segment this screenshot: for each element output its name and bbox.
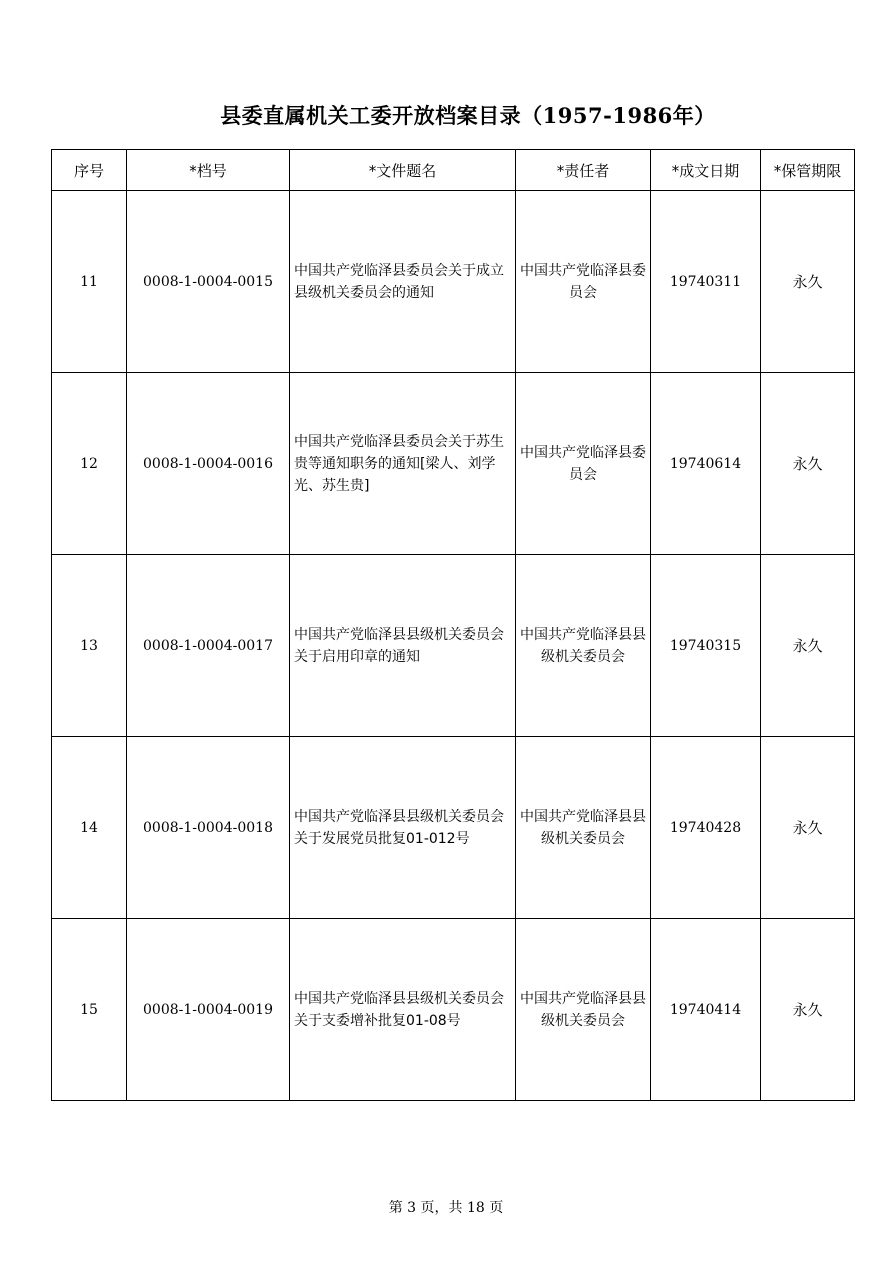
cell-code: 0008-1-0004-0015: [127, 191, 290, 373]
cell-title: 中国共产党临泽县委员会关于苏生贵等通知职务的通知[梁人、刘学光、苏生贵]: [290, 373, 516, 555]
cell-term: 永久: [761, 191, 855, 373]
header-term: *保管期限: [761, 150, 855, 191]
header-title: *文件题名: [290, 150, 516, 191]
cell-owner: 中国共产党临泽县委员会: [516, 191, 651, 373]
cell-seq: 13: [52, 555, 127, 737]
archive-catalog-table: [51, 149, 855, 1101]
header-seq: 序号: [52, 150, 127, 191]
cell-date: 19740428: [651, 737, 761, 919]
cell-date: 19740311: [651, 191, 761, 373]
cell-seq: 11: [52, 191, 127, 373]
cell-term: 永久: [761, 555, 855, 737]
cell-title: 中国共产党临泽县委员会关于成立县级机关委员会的通知: [290, 191, 516, 373]
cell-code: 0008-1-0004-0019: [127, 919, 290, 1101]
cell-title: 中国共产党临泽县县级机关委员会关于支委增补批复01-08号: [290, 919, 516, 1101]
header-owner: *责任者: [516, 150, 651, 191]
cell-term: 永久: [761, 373, 855, 555]
cell-owner: 中国共产党临泽县县级机关委员会: [516, 737, 651, 919]
cell-date: 19740414: [651, 919, 761, 1101]
cell-seq: 14: [52, 737, 127, 919]
page-footer: 第 3 页，共 18 页: [388, 1200, 504, 1216]
page-title: 县委直属机关工委开放档案目录（1957-1986年）: [220, 103, 716, 128]
table-row: [52, 919, 855, 1101]
table-row: [52, 191, 855, 373]
cell-code: 0008-1-0004-0017: [127, 555, 290, 737]
table-row: [52, 555, 855, 737]
cell-title: 中国共产党临泽县县级机关委员会关于启用印章的通知: [290, 555, 516, 737]
cell-date: 19740614: [651, 373, 761, 555]
cell-code: 0008-1-0004-0018: [127, 737, 290, 919]
cell-term: 永久: [761, 919, 855, 1101]
cell-term: 永久: [761, 737, 855, 919]
cell-seq: 12: [52, 373, 127, 555]
table-row: [52, 737, 855, 919]
cell-code: 0008-1-0004-0016: [127, 373, 290, 555]
cell-seq: 15: [52, 919, 127, 1101]
header-code: *档号: [127, 150, 290, 191]
table-header-row: [52, 150, 855, 191]
cell-title: 中国共产党临泽县县级机关委员会关于发展党员批复01-012号: [290, 737, 516, 919]
cell-owner: 中国共产党临泽县县级机关委员会: [516, 919, 651, 1101]
cell-owner: 中国共产党临泽县委员会: [516, 373, 651, 555]
table-row: [52, 373, 855, 555]
header-date: *成文日期: [651, 150, 761, 191]
cell-owner: 中国共产党临泽县县级机关委员会: [516, 555, 651, 737]
cell-date: 19740315: [651, 555, 761, 737]
